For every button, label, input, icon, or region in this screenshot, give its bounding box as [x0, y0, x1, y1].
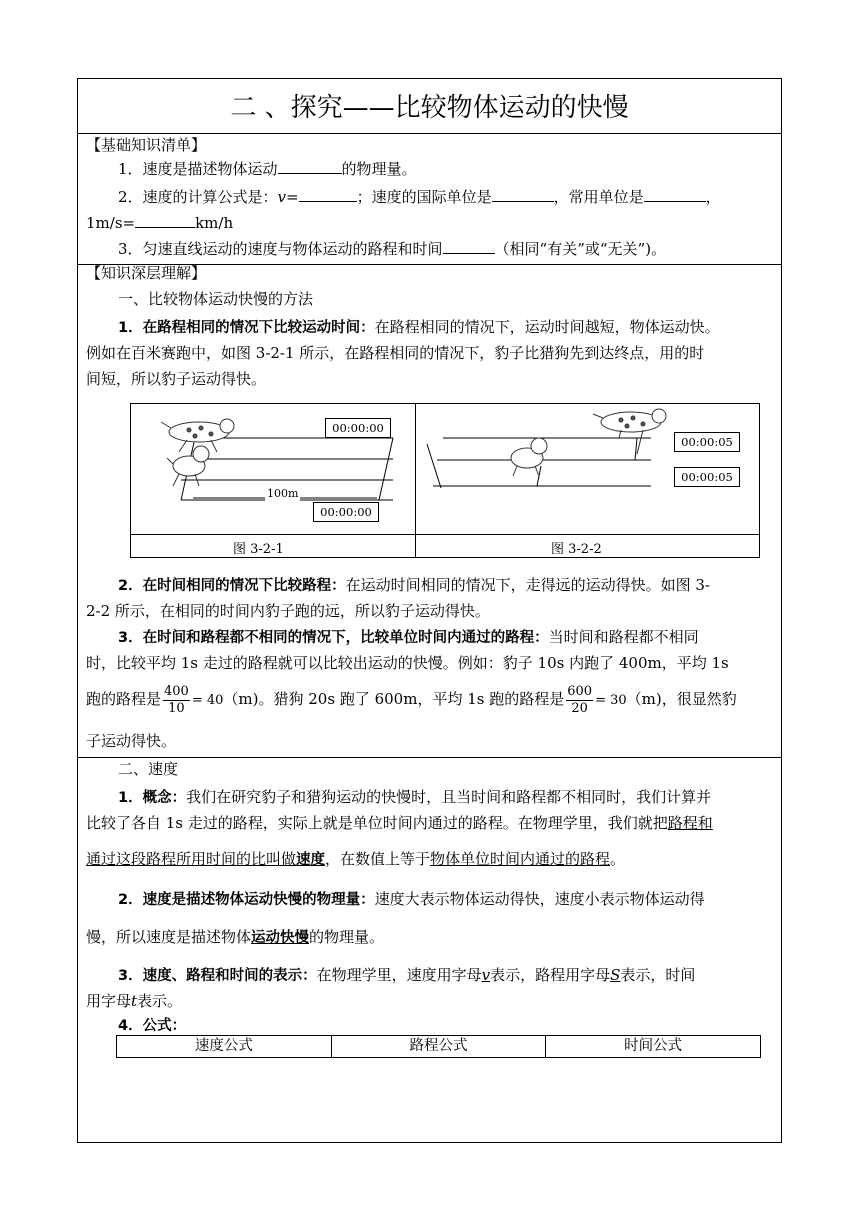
para-1-line-2: 例如在百米赛跑中，如图 3-2-1 所示，在路程相同的情况下，豹子比猎狗先到达终点，用的时	[86, 344, 705, 362]
para-text: 比较了各自 1s 走过的路程，实际上就是单位时间内通过的路程。在物理学里，我们就把	[86, 814, 668, 832]
symbols-line-1	[118, 965, 695, 986]
para-3-line-3	[86, 679, 737, 721]
formula-header-distance: 路程公式	[331, 1036, 546, 1057]
bold-lead: 1．概念：	[118, 790, 187, 806]
bold-term: 运动快慢	[251, 930, 310, 946]
q2-unit: 1m/s=	[86, 214, 136, 232]
bold-term: 速度	[296, 852, 326, 868]
q2-text: 2．速度的计算公式是：	[118, 188, 278, 206]
q3-text: 3．匀速直线运动的速度与物体运动的路程和时间	[118, 240, 443, 258]
v-symbol: v	[277, 188, 287, 206]
quantity-line-1	[118, 889, 705, 910]
para-text: 用字母	[86, 992, 132, 1010]
numerator: 400	[164, 683, 189, 699]
equals: =	[286, 188, 299, 206]
para-1-line-1	[118, 317, 720, 338]
bold-lead: 1．在路程相同的情况下比较运动时间：	[118, 320, 375, 336]
timer-finish: 00:00:00	[313, 502, 379, 522]
blank	[299, 187, 357, 202]
figure-caption-1: 图 3-2-1	[233, 542, 284, 557]
dog-icon	[511, 438, 547, 476]
worksheet-frame	[77, 78, 782, 1143]
para-text: 当时间和路程都不相同	[548, 628, 699, 646]
underlined-text: 路程和	[667, 814, 713, 832]
distance-label: 100m	[267, 487, 299, 500]
q1-text: 1．速度是描述物体运动	[118, 160, 278, 178]
fraction-cheetah	[163, 684, 190, 717]
basics-q2-cont	[86, 213, 233, 233]
para-text: ，在数值上等于	[325, 850, 431, 868]
q3-text-end: （相同“有关”或“无关”)。	[494, 240, 667, 258]
race-illustration	[131, 404, 761, 534]
figure-race	[130, 403, 760, 558]
basics-q3	[118, 239, 666, 259]
blank	[443, 239, 495, 254]
para-2-line-2: 2-2 所示，在相同的时间内豹子跑的远，所以豹子运动得快。	[86, 602, 490, 620]
figure-caption-2: 图 3-2-2	[551, 542, 602, 557]
underlined-text: 通过这段路程所用时间的比叫做	[86, 850, 297, 868]
blank	[492, 187, 554, 202]
symbols-line-2	[86, 991, 182, 1011]
blank	[278, 159, 342, 174]
figure-caption-divider	[131, 534, 759, 535]
basics-q2	[118, 187, 721, 207]
bold-lead: 2．在时间相同的情况下比较路程：	[118, 578, 346, 594]
para-3-line-4: 子运动得快。	[86, 732, 177, 750]
s-symbol: S	[610, 966, 621, 984]
para-3-line-1	[118, 627, 699, 648]
divider	[78, 133, 781, 134]
underlined-text: 物体单位时间内通过的路程	[430, 850, 611, 868]
para-text: 表示。	[137, 992, 183, 1010]
formula-table	[116, 1035, 761, 1058]
v-symbol: v	[481, 966, 491, 984]
denominator: 20	[571, 700, 588, 716]
para-text: 在运动时间相同的情况下，走得远的运动得快。如图 3-	[345, 576, 710, 594]
para-text: （m)，很显然豹	[626, 690, 737, 708]
para-3-line-2: 时，比较平均 1s 走过的路程就可以比较出运动的快慢。例如：豹子 10s 内跑了 400m，平均 1s	[86, 654, 729, 672]
para-text: 速度大表示物体运动得快，速度小表示物体运动得	[374, 890, 705, 908]
fraction-result: = 30	[595, 693, 627, 708]
fraction-result: = 40	[191, 693, 224, 708]
bold-lead: 4．公式：	[118, 1018, 187, 1034]
numerator: 600	[567, 683, 593, 699]
denominator: 10	[168, 700, 185, 716]
subheading-speed: 二、速度	[118, 760, 179, 778]
timer-cheetah: 00:00:05	[674, 432, 740, 452]
para-text: 表示，时间	[620, 966, 696, 984]
bold-lead: 2．速度是描述物体运动快慢的物理量：	[118, 892, 375, 908]
para-text: 跑的路程是	[86, 690, 162, 708]
formula-heading	[118, 1015, 186, 1036]
timer-dog: 00:00:05	[674, 467, 740, 487]
q2-text-3: ，常用单位是	[553, 188, 644, 206]
t-symbol: t	[131, 992, 138, 1010]
blank	[644, 187, 706, 202]
para-2-line-1	[118, 575, 710, 596]
quantity-line-2	[86, 927, 384, 948]
formula-header-time: 时间公式	[545, 1036, 760, 1057]
basics-header: 【基础知识清单】	[86, 136, 207, 154]
page-title: 二 、探究——比较物体运动的快慢	[230, 93, 629, 123]
para-text: 。	[610, 850, 626, 868]
para-text: （m)。猎狗 20s 跑了 600m，平均 1s 跑的路程是	[223, 690, 565, 708]
subheading-methods: 一、比较物体运动快慢的方法	[118, 290, 314, 308]
divider	[78, 757, 781, 758]
formula-header-speed: 速度公式	[194, 1038, 253, 1054]
cheetah-icon	[593, 409, 666, 454]
para-text: 我们在研究豹子和猎狗运动的快慢时，且当时间和路程都不相同时，我们计算并	[186, 788, 712, 806]
concept-line-2	[86, 813, 713, 833]
para-text: 在物理学里，速度用字母	[316, 966, 482, 984]
q2-comma: ，	[705, 188, 721, 206]
bold-lead: 3．在时间和路程都不相同的情况下，比较单位时间内通过的路程：	[118, 630, 549, 646]
para-1-line-3: 间短，所以豹子运动得快。	[86, 370, 267, 388]
concept-line-3	[86, 849, 625, 870]
bold-lead: 3．速度、路程和时间的表示：	[118, 968, 317, 984]
deep-header: 【知识深层理解】	[86, 264, 207, 282]
para-text: 的物理量。	[309, 928, 385, 946]
q2-text-2: ；速度的国际单位是	[356, 188, 492, 206]
q2-unit-end: km/h	[195, 214, 234, 232]
basics-q1	[118, 159, 417, 179]
para-text: 在路程相同的情况下，运动时间越短，物体运动快。	[374, 318, 720, 336]
para-text: 慢，所以速度是描述物体	[86, 928, 252, 946]
para-text: 表示，路程用字母	[490, 966, 611, 984]
blank	[135, 213, 195, 228]
timer-start: 00:00:00	[325, 418, 391, 438]
concept-line-1	[118, 787, 711, 808]
fraction-dog	[566, 684, 593, 717]
q1-text-end: 的物理量。	[341, 160, 417, 178]
